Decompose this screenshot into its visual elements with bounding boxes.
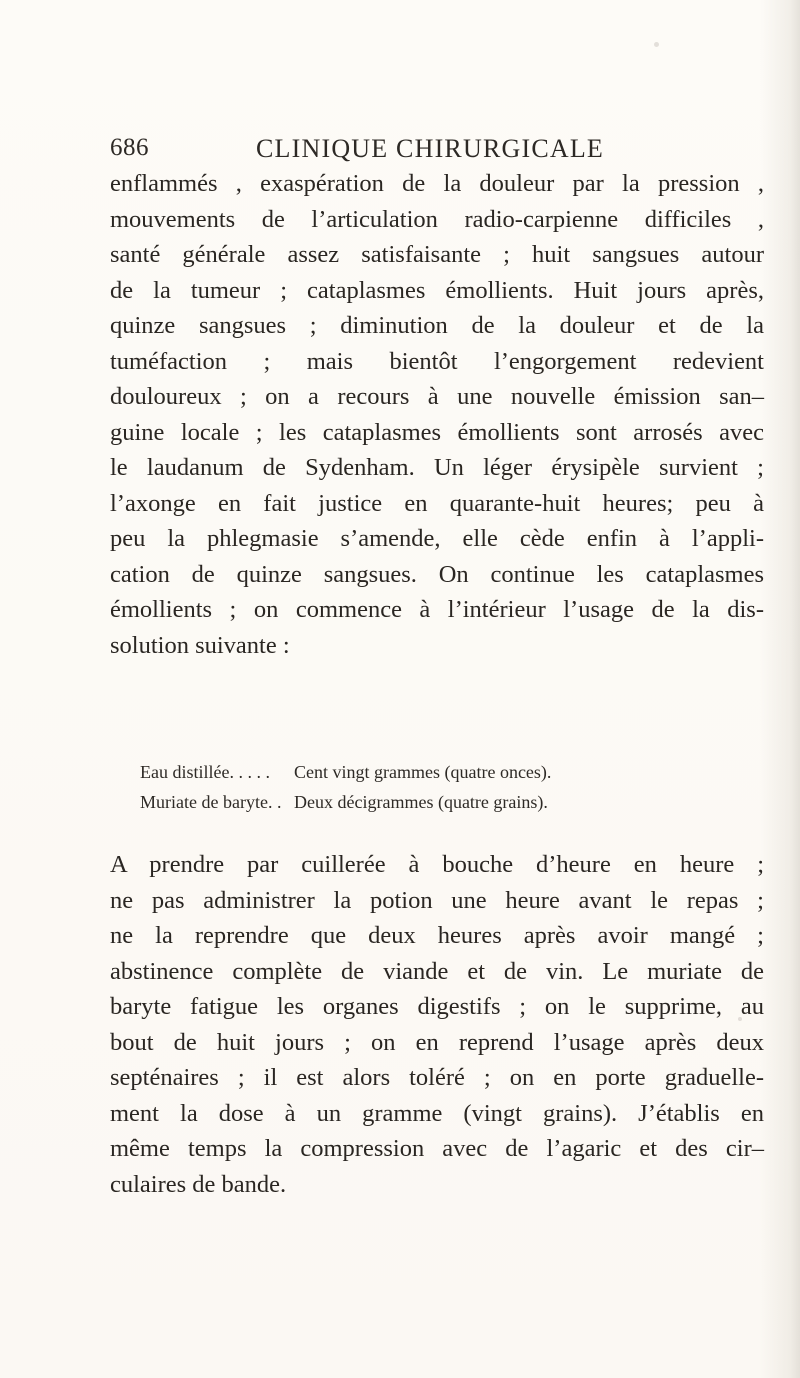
- text-line: l’axonge en fait justice en quarante-huit heures; peu à: [110, 489, 764, 517]
- text-line: ment la dose à un gramme (vingt grains). J’établis en: [110, 1099, 764, 1127]
- page-number: 686: [110, 134, 149, 161]
- prescription-amount: Cent vingt grammes (quatre onces).: [294, 762, 552, 782]
- text-line: quinze sangsues ; diminution de la douleur et de la: [110, 312, 764, 339]
- text-line: mouvements de l’articulation radio-carpienne difficiles ,: [110, 205, 764, 233]
- text-line: ne pas administrer la potion une heure avant le repas ;: [110, 886, 764, 914]
- text-line: le laudanum de Sydenham. Un léger érysipèle survient ;: [110, 454, 764, 481]
- text-line: baryte fatigue les organes digestifs ; on le supprime, au: [110, 993, 764, 1020]
- text-line: solution suivante :: [110, 631, 290, 659]
- text-line: douloureux ; on a recours à une nouvelle émission san–: [110, 383, 764, 410]
- prescription-item: Muriate de baryte. .: [140, 792, 282, 812]
- text-line: tuméfaction ; mais bientôt l’engorgement redevient: [110, 347, 764, 375]
- foxing-spot: [654, 42, 659, 47]
- text-line: bout de huit jours ; on en reprend l’usage après deux: [110, 1028, 764, 1056]
- text-line: de la tumeur ; cataplasmes émollients. Huit jours après,: [110, 276, 764, 304]
- running-title: CLINIQUE CHIRURGICALE: [256, 134, 605, 163]
- text-line: santé générale assez satisfaisante ; huit sangsues autour: [110, 241, 764, 268]
- paragraph-case-description: [110, 166, 764, 663]
- prescription-item: Eau distillée. . . . .: [140, 762, 270, 782]
- text-line: émollients ; on commence à l’intérieur l’usage de la dis-: [110, 596, 764, 623]
- text-line: culaires de bande.: [110, 1170, 287, 1198]
- text-line: peu la phlegmasie s’amende, elle cède enfin à l’appli-: [110, 525, 764, 552]
- text-line: même temps la compression avec de l’agaric et des cir–: [110, 1135, 764, 1162]
- text-line: cation de quinze sangsues. On continue les cataplasmes: [110, 560, 764, 588]
- text-line: enflammés , exaspération de la douleur par la pression ,: [110, 170, 764, 197]
- prescription-amount: Deux décigrammes (quatre grains).: [294, 792, 548, 812]
- paragraph-treatment: [110, 847, 764, 1202]
- prescription-row: [140, 787, 740, 817]
- prescription-table: [140, 757, 740, 817]
- text-line: guine locale ; les cataplasmes émollients sont arrosés avec: [110, 418, 764, 446]
- prescription-row: [140, 757, 740, 787]
- text-line: A prendre par cuillerée à bouche d’heure en heure ;: [110, 851, 764, 878]
- text-line: abstinence complète de viande et de vin. Le muriate de: [110, 957, 764, 985]
- text-line: septénaires ; il est alors toléré ; on en porte graduelle-: [110, 1064, 764, 1091]
- text-line: ne la reprendre que deux heures après avoir mangé ;: [110, 922, 764, 949]
